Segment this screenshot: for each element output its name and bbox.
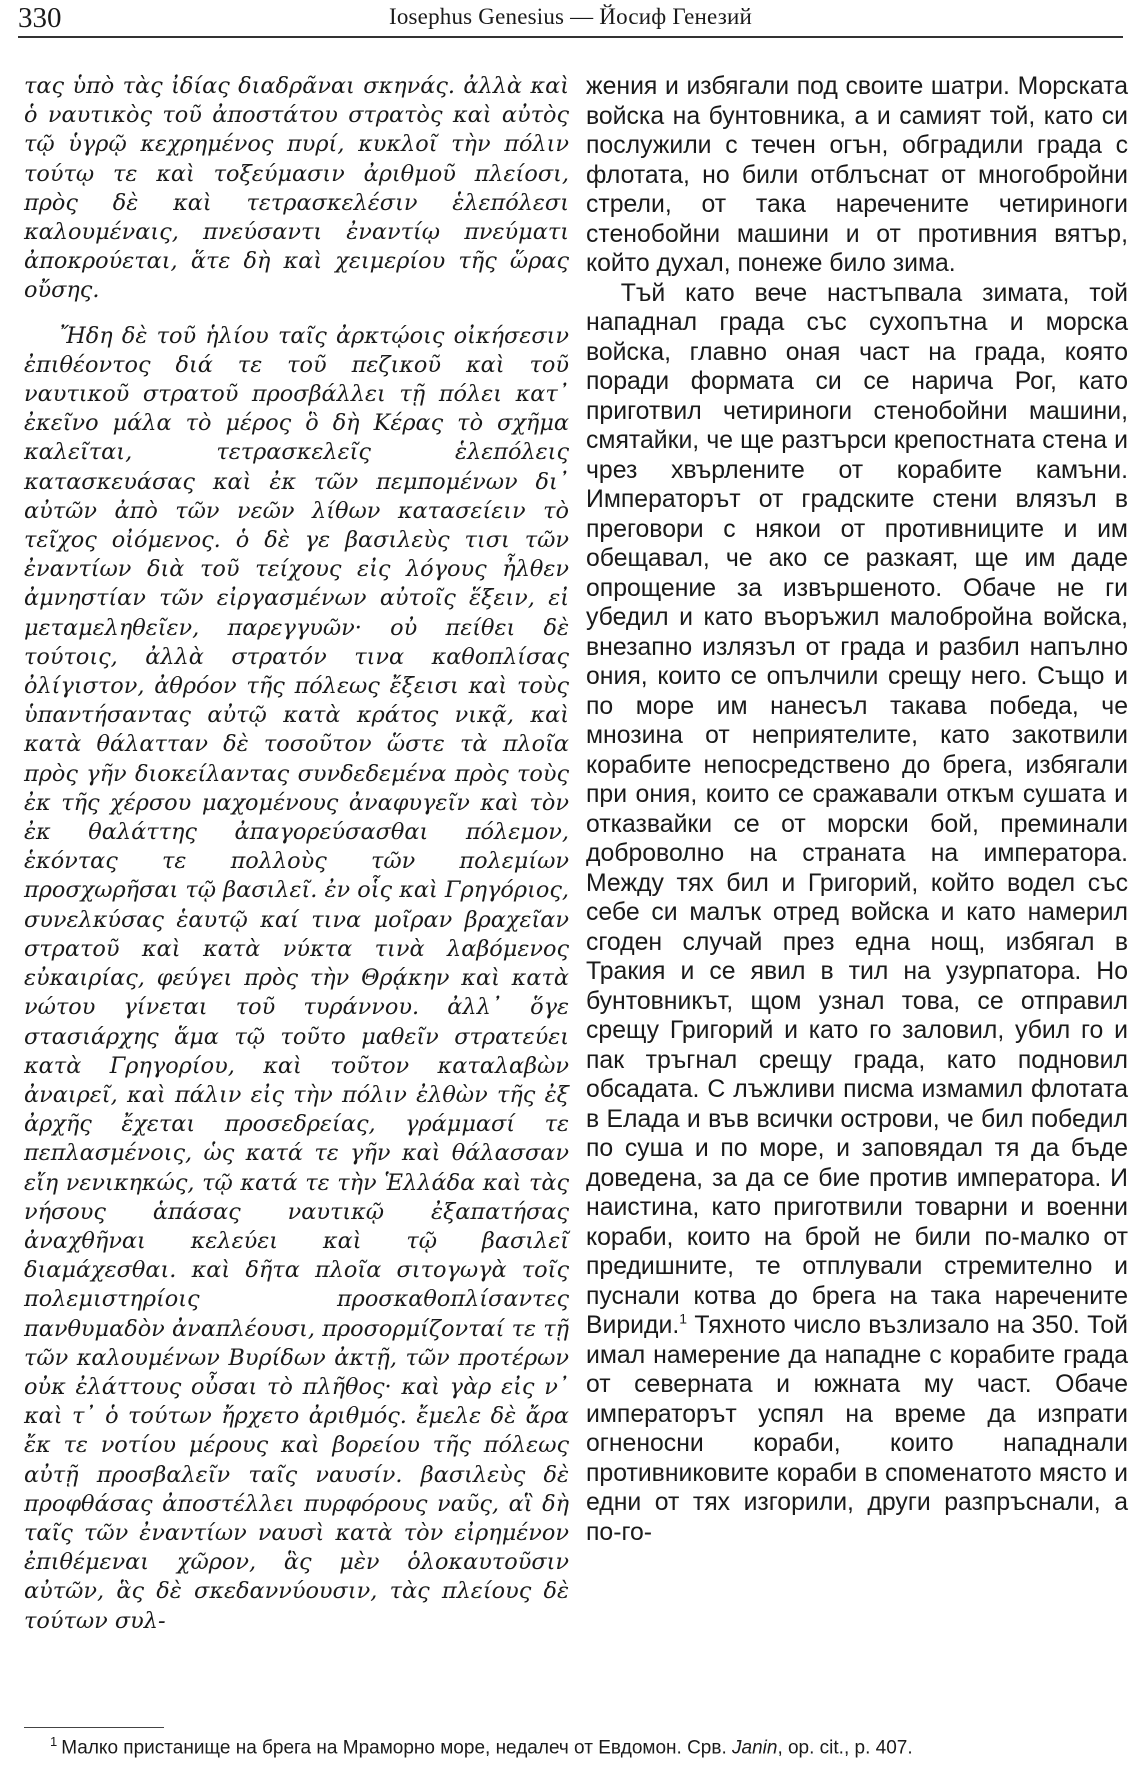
- footnote-mark: 1: [50, 1734, 58, 1749]
- bulgarian-paragraph: жения и избягали под своите шатри. Морската войска на бунтовника, а и самият той, като си послужили с течен огън, обградили града с флотата, но били отблъснат от многобройни стрели, от така наречените четириноги стенобойни машини и от противния вятър, който духал, понеже било зима.: [586, 73, 1128, 277]
- bulgarian-paragraph: [586, 279, 1128, 1548]
- footnote-text: Малко пристанище на брега на Мраморно море, недалеч от Евдомон. Срв.: [61, 1737, 733, 1759]
- bulgarian-text: Тяхното число възлизало на 350. Той имал намерение да нападне с корабите града от северната и южната му част. Обаче императорът успял на време да изпрати огненосни кораби, които нападнали противниковите кораби в споменатото място и едни от тях изгорили, други разпръснали, а по-го-: [586, 1312, 1128, 1546]
- footnote: [50, 1734, 1130, 1759]
- greek-paragraph: τας ὑπὸ τὰς ἰδίας διαδρᾶναι σκηνάς. ἀλλὰ καὶ ὁ ναυτικὸς τοῦ ἀποστάτου στρατὸς καὶ αὐτὸς τῷ ὑγρῷ κεχρημένος πυρί, κυκλοῖ τὴν πόλιν τούτῳ τε καὶ τοξεύμασιν ἀριθμοῦ πλείοσι, πρὸς δὲ καὶ τετρασκελέσιν ἑλεπόλεσι καλουμέναις, πνεύσαντι ἐναντίῳ πνεύματι ἀποκρούεται, ἅτε δὴ καὶ χειμερίου τῆς ὥρας οὔσης.: [24, 73, 569, 304]
- footnote-divider: [24, 1727, 164, 1728]
- footnote-reference: 1: [679, 1310, 688, 1327]
- greek-column: [24, 72, 569, 1636]
- page-header: [18, 0, 1123, 38]
- bulgarian-column: [586, 72, 1128, 1547]
- page-number: 330: [18, 2, 62, 34]
- greek-paragraph: Ἤδη δὲ τοῦ ἡλίου ταῖς ἀρκτῴοις οἰκήσεσιν ἐπιθέοντος διά τε τοῦ πεζικοῦ καὶ τοῦ ναυτικοῦ στρατοῦ προσβάλλει τῇ πόλει κατ᾿ ἐκεῖνο μάλα τὸ μέρος ὃ δὴ Κέρας τὸ σχῆμα καλεῖται, τετρασκελεῖς ἑλεπόλεις κατασκευάσας καὶ ἐκ τῶν πεμπομένων δι᾿ αὐτῶν ἀπὸ τῶν νεῶν λίθων κατασείειν τὸ τεῖχος οἰόμενος. ὁ δὲ γε βασιλεὺς τισι τῶν ἐναντίων διὰ τοῦ τείχους εἰς λόγους ἦλθεν ἀμνηστίαν τῶν εἰργασμένων αὐτοῖς ἕξειν, εἰ μεταμεληθεῖεν, παρεγγυῶν· οὐ πείθει δὲ τούτοις, ἀλλὰ στρατόν τινα καθοπλίσας ὀλίγιστον, ἀθρόον τῆς πόλεως ἔξεισι καὶ τοὺς ὑπαντήσαντας αὐτῷ κατὰ κράτος νικᾷ, καὶ κατὰ θάλατταν δὲ τοσοῦτον ὥστε τὰ πλοῖα πρὸς γῆν διοκείλαντας συνδεδεμένα πρὸς τοὺς ἐκ τῆς χέρσου μαχομένους ἀναφυγεῖν καὶ τὸν ἐκ θαλάττης ἀπαγορεύσασθαι πόλεμον, ἑκόντας τε πολλοὺς τῶν πολεμίων προσχωρῆσαι τῷ βασιλεῖ. ἐν οἷς καὶ Γρηγόριος, συνελκύσας ἑαυτῷ καί τινα μοῖραν βραχεῖαν στρατοῦ καὶ κατὰ νύκτα τινὰ λαβόμενος εὐκαιρίας, φεύγει πρὸς τὴν Θρᾴκην καὶ κατὰ νώτου γίνεται τοῦ τυράννου. ἀλλ᾿ ὅγε στασιάρχης ἅμα τῷ τοῦτο μαθεῖν στρατεύει κατὰ Γρηγορίου, καὶ τοῦτον καταλαβὼν ἀναιρεῖ, καὶ πάλιν εἰς τὴν πόλιν ἐλθὼν τῆς ἐξ ἀρχῆς ἔχεται προσεδρείας, γράμμασί τε πεπλασμένοις, ὡς κατά τε γῆν καὶ θάλασσαν εἴη νενικηκώς, τῷ κατά τε τὴν Ἑλλάδα καὶ τὰς νήσους ἁπάσας ναυτικῷ ἐξαπατήσας ἀναχθῆναι κελεύει καὶ τῷ βασιλεῖ διαμάχεσθαι. καὶ δῆτα πλοῖα σιτογωγὰ τοῖς πολεμιστηρίοις προσκαθοπλίσαντες πανθυμαδὸν ἀναπλέουσι, προσορμίζονταί τε τῇ τῶν καλουμένων Βυρίδων ἀκτῇ, τῶν προτέρων οὐκ ἐλάττους οὖσαι τὸ πλῆθος· καὶ γὰρ εἰς ν᾿ καὶ τ᾿ ὁ τούτων ἤρχετο ἀριθμός. ἔμελε δὲ ἄρα ἔκ τε νοτίου μέρους καὶ βορείου τῆς πόλεως αὐτῇ προσβαλεῖν ταῖς ναυσίν. βασιλεὺς δὲ προφθάσας ἀποστέλλει πυρφόρους ναῦς, αἳ δὴ ταῖς τῶν ἐναντίων ναυσὶ κατὰ τὸν εἰρημένον ἐπιθέμεναι χῶρον, ἃς μὲν ὁλοκαυτοῦσιν αὐτῶν, ἃς δὲ σκεδαννύουσιν, τὰς πλείους δὲ τούτων συλ-: [24, 322, 569, 1634]
- footnote-author: Janin: [732, 1737, 778, 1759]
- footnote-ref: , op. cit., p. 407.: [777, 1737, 913, 1759]
- running-head: Iosephus Genesius — Йосиф Генезий: [388, 4, 753, 29]
- bulgarian-text: Тъй като вече настъпвала зимата, той нападнал града със сухопътна и морска войска, главно оная част на града, която поради формата си се нарича Рог, като приготвил четириноги стенобойни машини, смятайки, че ще разтърси крепостната стена и чрез хвърлените от корабите камъни. Императорът от градските стени влязъл в преговори с някои от противниците и им обещавал, че ако се разкаят, ще им даде опрощение за извършеното. Обаче не ги убедил и като въоръжил малобройна войска, внезапно излязъл от града и разбил напълно ония, които се опълчили срещу него. Също и по море им нанесъл такава победа, че мнозина от неприятелите, като закотвили корабите непосредствено до брега, избягали при ония, които се сражавали откъм сушата и отказвайки се от морски бой, преминали доброволно на страната на императора. Между тях бил и Григорий, който водел със себе си малък отред войска и като намерил сгоден случай през една нощ, избягал в Тракия и се явил в тил на узурпатора. Но бунтовникът, щом узнал това, се отправил срещу Григорий и като го заловил, убил го и пак тръгнал срещу града, като подновил обсадата. С лъжливи писма измамил флотата в Елада и във всички острови, че бил победил по суша и по море, и заповядал тя да бъде доведена, за да се бие против императора. И наистина, като приготвили товарни и военни кораби, които на брой не били по-малко от предишните, те отплували стремително и пуснали котва до брега на така наречените Вириди.: [586, 279, 1128, 1339]
